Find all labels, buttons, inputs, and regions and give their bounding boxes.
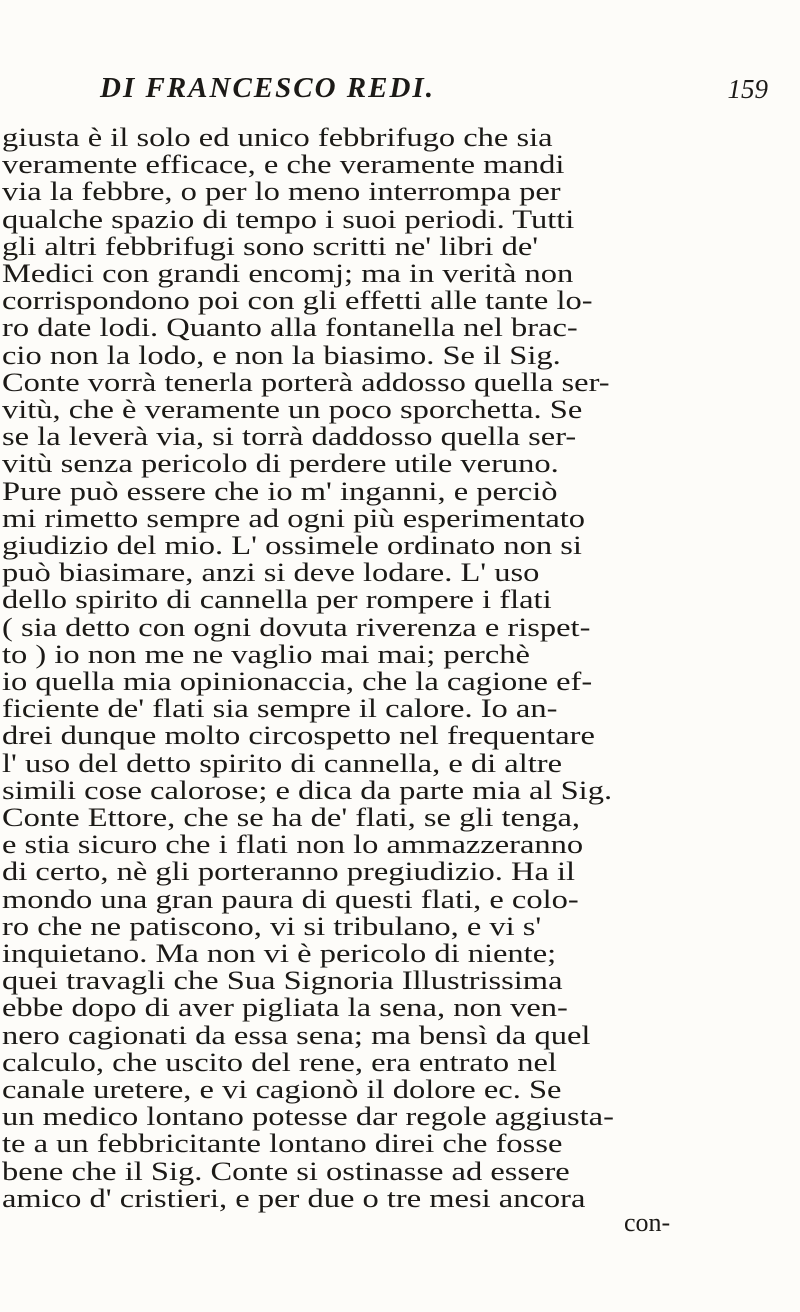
text-line-content: ebbe dopo di aver pigliata la sena, non ven- [2,993,568,1023]
text-line-content: via la febbre, o per lo meno interrompa per [2,177,561,207]
text-line-content: qualche spazio di tempo i suoi periodi. Tutti [2,204,575,234]
text-line-content: drei dunque molto circospetto nel frequentare [2,721,595,751]
text-line-content: cio non la lodo, e non la biasimo. Se il Sig. [2,340,561,370]
text-line-content: Conte vorrà tenerla porterà addosso quella ser- [2,367,610,397]
text-line-content: ( sia detto con ogni dovuta riverenza e rispet- [2,612,591,642]
text-line-content: mondo una gran paura di questi flati, e colo- [2,884,579,914]
text-line-content: vitù, che è veramente un poco sporchetta. Se [2,395,583,424]
page-number: 159 [727,74,768,104]
text-line-content: giusta è il solo ed unico febbrifugo che sia [2,123,553,152]
text-line-content: se la leverà via, si torrà daddosso quella ser- [2,422,577,452]
text-line [0,1183,800,1223]
text-line-content: gli altri febbrifugi sono scritti ne' libri de' [2,231,539,261]
page-header [100,72,780,112]
running-head: DI FRANCESCO REDI. [100,72,435,104]
text-line-content: e stia sicuro che i flati non lo ammazzeranno [2,830,584,860]
text-line-content: giudizio del mio. L' ossimele ordinato non si [2,531,582,560]
text-line-content: un medico lontano potesse dar regole aggiusta- [2,1102,614,1132]
text-line-content: ro che ne patiscono, vi si tribulano, e vi s' [2,911,542,941]
text-line-content: Pure può essere che io m' inganni, e perciò [2,476,558,506]
text-line-content: inquietano. Ma non vi è pericolo di niente; [2,939,557,968]
text-line-content: corrispondono poi con gli effetti alle tante lo- [2,286,593,316]
text-line-content: to ) io non me ne vaglio mai mai; perchè [2,639,530,669]
text-line-content: io quella mia opinionaccia, che la cagione ef- [2,667,593,696]
text-line-content: l' uso del detto spirito di cannella, e di altre [2,748,563,778]
text-line-content: nero cagionati da essa sena; ma bensì da quel [2,1020,591,1050]
text-line-content: può biasimare, anzi si deve lodare. L' uso [2,558,540,588]
text-line-content: bene che il Sig. Conte si ostinasse ad essere [2,1156,570,1186]
text-line-content: quei travagli che Sua Signoria Illustrissima [2,966,563,996]
text-line-content: mi rimetto sempre ad ogni più esperimentato [2,503,586,533]
text-line-content: calculo, che uscito del rene, era entrato nel [2,1047,557,1077]
text-line-content: veramente efficace, e che veramente mandi [2,150,565,180]
text-line-content: canale uretere, e vi cagionò il dolore ec. Se [2,1075,562,1104]
catchword: con- [624,1208,671,1237]
text-line-content: vitù senza pericolo di perdere utile veruno. [2,449,559,479]
text-line-content: simili cose calorose; e dica da parte mia al Sig. [2,775,613,805]
text-line-content: amico d' cristieri, e per due o tre mesi ancora [2,1183,586,1213]
text-line-content: di certo, nè gli porteranno pregiudizio. Ha il [2,857,576,887]
text-line-content: ficiente de' flati sia sempre il calore. Io an- [2,694,558,724]
text-line-content: te a un febbricitante lontano direi che fosse [2,1129,563,1159]
text-line-content: dello spirito di cannella per rompere i flati [2,585,552,615]
text-line-content: ro date lodi. Quanto alla fontanella nel brac- [2,313,578,343]
text-line-content: Conte Ettore, che se ha de' flati, se gli tenga, [2,803,581,832]
text-line-content: Medici con grandi encomj; ma in verità non [2,259,574,288]
